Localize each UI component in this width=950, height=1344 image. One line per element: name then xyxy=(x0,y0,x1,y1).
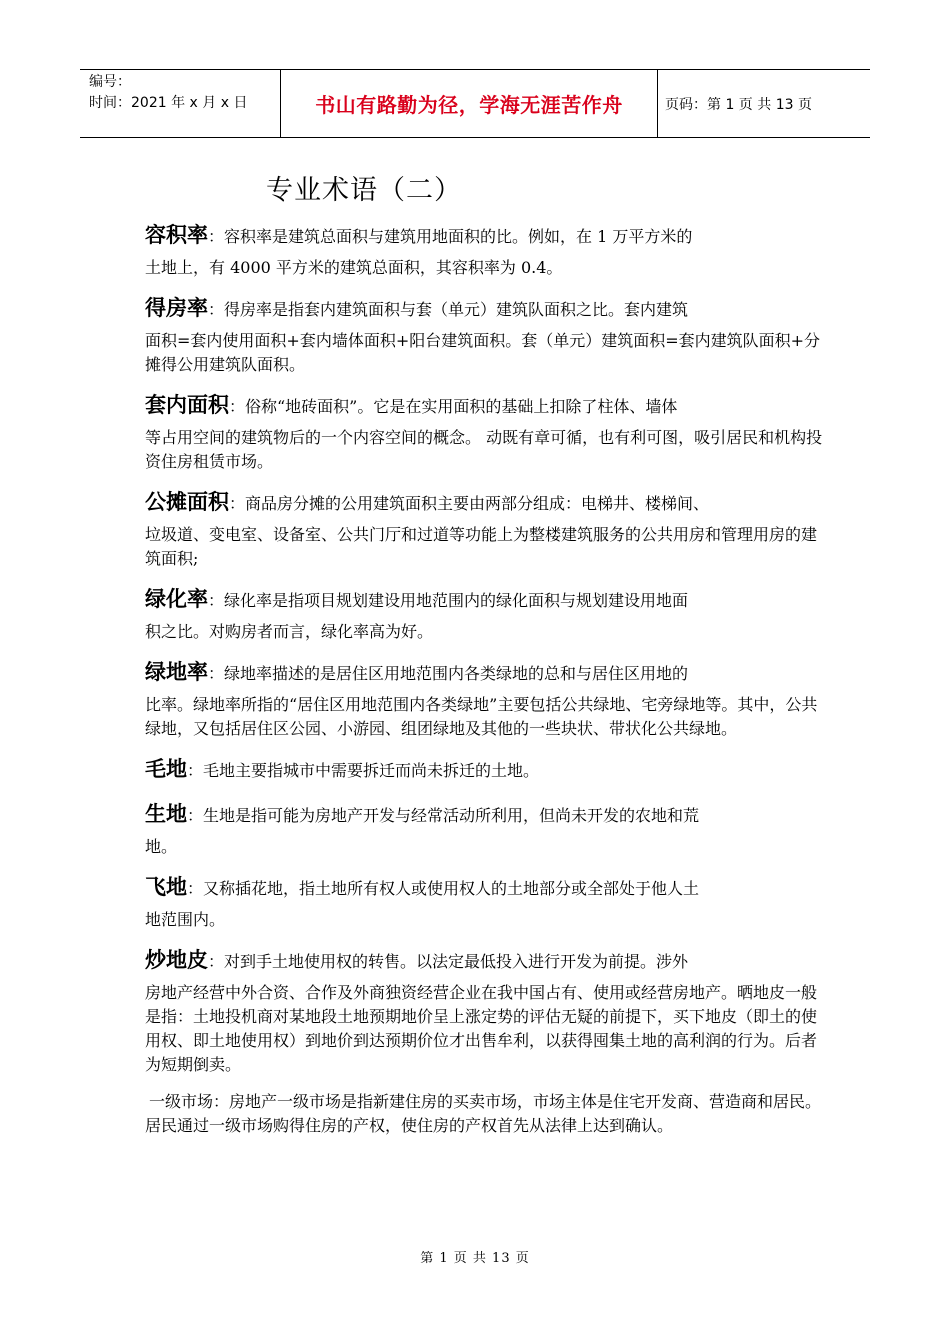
term-definition-first-line: ：绿化率是指项目规划建设用地范围内的绿化面积与规划建设用地面 xyxy=(208,591,689,610)
term-name: 绿化率 xyxy=(145,587,208,611)
term-definition-continued: 垃圾道、变电室、设备室、公共门厅和过道等功能上为整楼建筑服务的公共用房和管理用房的建筑面积; xyxy=(145,525,818,568)
term-entry xyxy=(145,945,825,1077)
term-entry xyxy=(145,754,825,786)
term-name: 公摊面积 xyxy=(145,490,229,514)
term-definition-continued: 积之比。对购房者而言，绿化率高为好。 xyxy=(145,622,434,641)
term-entry xyxy=(145,220,825,280)
term-entry xyxy=(145,872,825,932)
header-table xyxy=(80,69,870,138)
term-entry xyxy=(145,584,825,644)
term-definition-first-line: ：商品房分摊的公用建筑面积主要由两部分组成：电梯井、楼梯间、 xyxy=(229,494,710,513)
header-motto: 书山有路勤为径，学海无涯苦作舟 xyxy=(281,70,658,137)
term-definition-first-line: ：对到手土地使用权的转售。以法定最低投入进行开发为前提。涉外 xyxy=(208,952,689,971)
term-definition-first-line: ：容积率是建筑总面积与建筑用地面积的比。例如，在 1 万平方米的 xyxy=(208,227,693,246)
term-name: 容积率 xyxy=(145,223,208,247)
extra-paragraph: 一级市场：房地产一级市场是指新建住房的买卖市场，市场主体是住宅开发商、营造商和居民。居民通过一级市场购得住房的产权，使住房的产权首先从法律上达到确认。 xyxy=(145,1092,822,1135)
term-name: 得房率 xyxy=(145,296,208,320)
document-title: 专业术语（二） xyxy=(266,175,462,206)
term-name: 套内面积 xyxy=(145,393,229,417)
term-entry xyxy=(145,487,825,571)
term-entry xyxy=(145,657,825,741)
term-entry xyxy=(145,799,825,859)
term-definition-first-line: ：俗称“地砖面积”。它是在实用面积的基础上扣除了柱体、墙体 xyxy=(229,397,678,416)
document-date-label: 时间：2021 年 x 月 x 日 xyxy=(89,95,248,111)
header-meta-cell xyxy=(80,70,281,137)
term-definition-first-line: ：绿地率描述的是居住区用地范围内各类绿地的总和与居住区用地的 xyxy=(208,664,689,683)
term-definition-continued: 土地上，有 4000 平方米的建筑总面积，其容积率为 0.4。 xyxy=(145,258,563,277)
term-definition-first-line: ：得房率是指套内建筑面积与套（单元）建筑队面积之比。套内建筑 xyxy=(208,300,689,319)
term-name: 飞地 xyxy=(145,875,187,899)
term-definition-continued: 等占用空间的建筑物后的一个内容空间的概念。 动既有章可循，也有利可图，吸引居民和机构投资住房租赁市场。 xyxy=(145,428,823,471)
term-entry xyxy=(145,293,825,377)
term-definition-continued: 地。 xyxy=(145,837,178,856)
page-footer: 第 1 页 共 13 页 xyxy=(420,1251,530,1266)
term-definition-continued: 房地产经营中外合资、合作及外商独资经营企业在我中国占有、使用或经营房地产。晒地皮一般是指：土地投机商对某地段土地预期地价呈上涨定势的评估无疑的前提下，买下地皮（即土的使用权、即土地使用权）到地价到达预期价位才出售牟利，以获得囤集土地的高利润的行为。后者为短期倒卖。 xyxy=(145,983,818,1074)
term-name: 毛地 xyxy=(145,757,187,781)
document-body xyxy=(145,220,825,1138)
term-definition-first-line: ：毛地主要指城市中需要拆迁而尚未拆迁的土地。 xyxy=(187,761,540,780)
header-page-info: 页码：第 1 页 共 13 页 xyxy=(665,96,812,113)
term-name: 生地 xyxy=(145,802,187,826)
document-number-label: 编号： xyxy=(89,74,131,90)
term-definition-continued: 地范围内。 xyxy=(145,910,226,929)
term-list xyxy=(145,220,825,1077)
term-entry xyxy=(145,390,825,474)
term-definition-continued: 比率。绿地率所指的“居住区用地范围内各类绿地”主要包括公共绿地、宅旁绿地等。其中，公共绿地，又包括居住区公园、小游园、组团绿地及其他的一些块状、带状化公共绿地。 xyxy=(145,695,818,738)
term-definition-first-line: ：生地是指可能为房地产开发与经常活动所利用，但尚未开发的农地和荒 xyxy=(187,806,700,825)
term-definition-continued: 面积=套内使用面积+套内墙体面积+阳台建筑面积。套（单元）建筑面积=套内建筑队面积+分摊得公用建筑队面积。 xyxy=(145,331,821,374)
term-name: 绿地率 xyxy=(145,660,208,684)
term-name: 炒地皮 xyxy=(145,948,208,972)
term-definition-first-line: ：又称插花地，指土地所有权人或使用权人的土地部分或全部处于他人土 xyxy=(187,879,700,898)
